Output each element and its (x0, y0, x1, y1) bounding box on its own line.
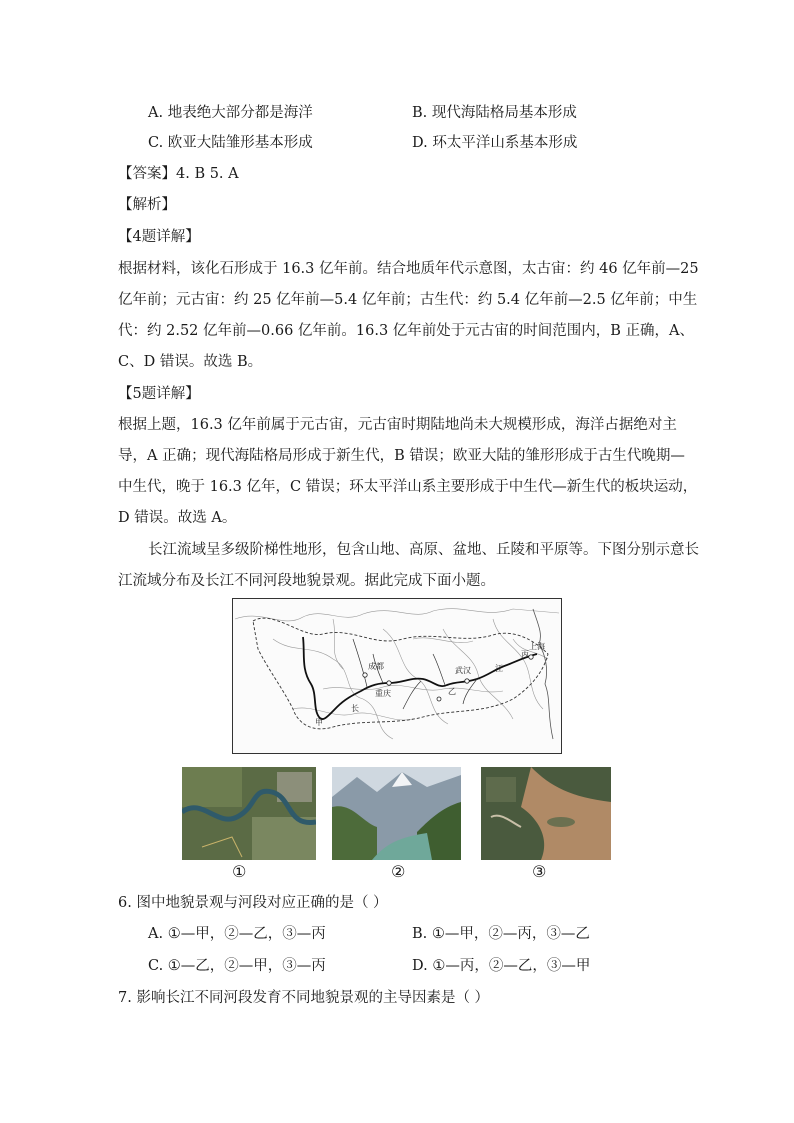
intro-line: 江流域分布及长江不同河段地貌景观。据此完成下面小题。 (118, 573, 495, 589)
photo-1-caption: ① (232, 862, 247, 881)
landscape-photo-2 (332, 767, 461, 860)
label-shanghai: 上海 (529, 642, 545, 651)
map-svg (233, 599, 561, 753)
yangtze-basin-map (232, 598, 562, 754)
q6-option-d: D. ①—丙，②—乙，③—甲 (412, 958, 591, 974)
q6-stem: 6. 图中地貌景观与河段对应正确的是（ ） (118, 895, 388, 911)
label-bing: 丙 (521, 650, 529, 659)
label-jia: 甲 (315, 718, 323, 727)
photo-2-caption: ② (391, 862, 406, 881)
q4-line: C、D 错误。故选 B。 (118, 354, 263, 370)
answer-label: 【答案】 (118, 166, 176, 182)
photo-3-caption: ③ (532, 862, 547, 881)
q5-title: 【5题详解】 (118, 386, 200, 402)
q5-line: 根据上题，16.3 亿年前属于元古宙，元古宙时期陆地尚未大规模形成，海洋占据绝对主 (118, 417, 677, 433)
label-chongqing: 重庆 (375, 689, 391, 698)
answer-text: 4. B 5. A (176, 166, 239, 182)
landscape-photo-3 (481, 767, 611, 860)
option-d: D. 环太平洋山系基本形成 (412, 135, 578, 151)
q6-option-a: A. ①—甲，②—乙，③—丙 (148, 926, 326, 942)
q4-line: 根据材料，该化石形成于 16.3 亿年前。结合地质年代示意图，太古宙：约 46 亿年前—25 (118, 261, 699, 277)
answer-line (118, 164, 239, 184)
q6-option-c: C. ①—乙，②—甲，③—丙 (148, 958, 326, 974)
option-a: A. 地表绝大部分都是海洋 (148, 105, 313, 121)
q5-line: 中生代，晚于 16.3 亿年，C 错误；环太平洋山系主要形成于中生代—新生代的板块运动， (118, 479, 698, 495)
option-b: B. 现代海陆格局基本形成 (412, 105, 577, 121)
q7-stem: 7. 影响长江不同河段发育不同地貌景观的主导因素是（ ） (118, 990, 490, 1006)
q4-line: 代：约 2.52 亿年前—0.66 亿年前。16.3 亿年前处于元古宙的时间范围内，B 正确，A、 (118, 323, 695, 339)
q4-line: 亿年前；元古宙：约 25 亿年前—5.4 亿年前；古生代：约 5.4 亿年前—2.5 亿年前；中生 (118, 292, 698, 308)
q5-line: 导，A 正确；现代海陆格局形成于新生代，B 错误；欧亚大陆的雏形形成于古生代晚期— (118, 448, 685, 464)
intro-line: 长江流域呈多级阶梯性地形，包含山地、高原、盆地、丘陵和平原等。下图分别示意长 (148, 542, 699, 558)
option-c: C. 欧亚大陆雏形基本形成 (148, 135, 313, 151)
label-wuhan: 武汉 (455, 666, 471, 675)
label-yi: 乙 (448, 687, 456, 696)
q6-option-b: B. ①—甲，②—丙，③—乙 (412, 926, 590, 942)
landscape-photo-1 (182, 767, 316, 860)
q5-line: D 错误。故选 A。 (118, 510, 237, 526)
analysis-label: 【解析】 (118, 197, 176, 213)
label-chengdu: 成都 (368, 662, 384, 671)
label-chang: 长 (351, 704, 359, 713)
q4-title: 【4题详解】 (118, 229, 200, 245)
label-jiang: 江 (495, 664, 503, 673)
